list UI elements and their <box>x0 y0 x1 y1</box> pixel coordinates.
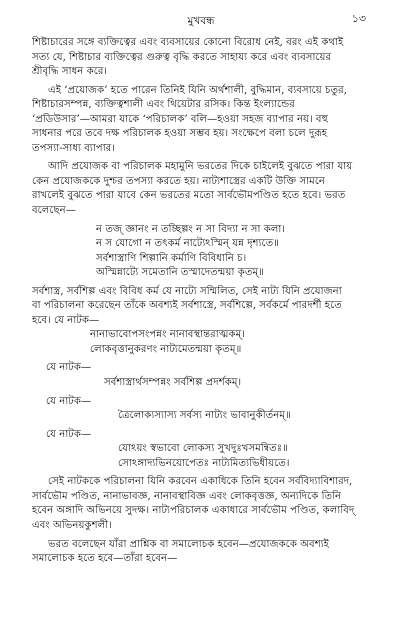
body-line: সত্য যে, শিষ্টাচার ব্যক্তিত্বের গুরুত্ব বৃদ্ধি করতে সাহায্য করে এবং ব্যবসায়ের <box>32 51 332 63</box>
verse-intro-label: যে নাটক— <box>46 362 92 374</box>
body-line: সেই নাটককে পরিচালনা যিনি করবেন একাধিকে তিনি হবেন সর্ববিদ্যাবিশারদ, <box>48 476 353 488</box>
body-line: সমালোচক হতে হবে—তাঁরা হবেন— <box>32 553 178 565</box>
running-title: মুখবন্ধ <box>187 15 215 27</box>
body-line: হবেন অঙ্গাদি অভিনয়ে সুদক্ষ। নাট্যপরিচালক একাধারে সার্বভৌম পণ্ডিত, কলাবিদ্ <box>32 505 355 517</box>
verse-intro-label: যে নাটক— <box>46 395 92 407</box>
page-header <box>32 10 370 36</box>
body-line: শ্রীবৃদ্ধি সাধন করে। <box>32 66 108 78</box>
sanskrit-verse-line: ন স যোগো ন তৎকর্ম নাট্যেঽস্মিন্ যন্ন দৃশ্যতে॥ <box>96 238 280 250</box>
sanskrit-verse-line: নানাভাবোপসংপন্নং নানাবস্থান্তরাত্মকম্। <box>90 329 245 341</box>
sanskrit-verse-line: যোঽয়ং স্বভাবো লোকস্য সুখদুঃখসমন্বিতঃ॥ <box>118 443 288 455</box>
book-page <box>0 10 400 631</box>
body-line: শিষ্টাচারসম্পন্ন, ব্যক্তিত্বশালী এবং থিয়েটার রসিক। কিন্ত ইংল্যান্ডের <box>32 99 295 111</box>
body-line: বা পরিচালনা করেছেন তাঁকে অবশ্যই সর্বশাস্ত্রে, সর্বশিল্পে, সর্বকর্মে পারদর্শী হতে <box>32 300 342 312</box>
sanskrit-verse-line: ন তজ্ জ্ঞানং ন তচ্ছিল্পং ন সা বিদ্যা ন সা কলা। <box>96 223 286 235</box>
body-line: হবে। যে নাটক— <box>32 314 100 326</box>
body-line: তপস্যা-সাধ্য ব্যাপার। <box>32 142 115 154</box>
body-line: সর্বশাস্ত্র, সর্বশিল্প এবং বিবিধ কর্ম যে নাট্যে সম্মিলিত, সেই নাট্য যিনি প্রযোজনা <box>32 285 342 297</box>
body-line: কেন প্রযোজককে দুশ্চর তপস্যা করতে হয়। নাট্যশাস্ত্রের একটি উক্তি সামনে <box>32 175 325 187</box>
body-line: সাধনার পরে তবে দক্ষ পরিচালক হওয়া সম্ভব হয়। সংক্ষেপে বলা চলে দুরূহ <box>32 128 328 140</box>
body-line: এই ‘প্রযোজক’ হতে পারেন তিনিই যিনি অর্থশালী, বুদ্ধিমান, ব্যবসায়ে চতুর, <box>48 84 347 96</box>
page-number: ১৩ <box>351 12 366 25</box>
sanskrit-verse-line: সোঽঙ্গাদ্যভিনয়োপেতঃ নাট্যমিত্যভিধীয়তে। <box>118 457 290 469</box>
body-line: আদি প্রযোজক বা পরিচালক মহামুনি ভরতের দিকে চাইলেই বুঝতে পারা যায় <box>48 161 353 173</box>
verse-intro-label: যে নাটক— <box>46 428 92 440</box>
sanskrit-verse-line: লোকবৃত্তানুকরণং নাট্যমেতন্ময়া কৃতম্॥ <box>90 343 242 355</box>
sanskrit-verse-line: সর্বশাস্ত্রার্থসম্পন্নং সর্বশিল্প প্রদর্শকম্। <box>104 377 242 389</box>
body-line: রাখলেই বুঝতে পারা যাবে কেন ভরতের মতো সার্বভৌমপণ্ডিত হতে হবে। ভরত <box>32 190 346 202</box>
sanskrit-verse-line: অস্মিন্নাট্যে সমেতানি তস্মাদেতন্ময়া কৃতম্॥ <box>96 267 264 279</box>
body-line: বলেছেন— <box>32 205 76 217</box>
body-line: ‘প্রডিউসার’—আমরা যাকে ‘পরিচালক’ বলি—হওয়া সহজ ব্যাপার নয়। বহু <box>32 113 329 125</box>
body-line: সার্বভৌম পণ্ডিত, নানাভাবজ্ঞ, নানাবস্থাবিজ্ঞ এবং লোকবৃত্তজ্ঞ, অন্যদিকে তিনি <box>32 490 342 502</box>
sanskrit-verse-line: সর্বশাস্ত্রাণি শিল্পানি কর্মাণি বিবিধানি চ। <box>96 252 247 264</box>
body-line: এবং অভিনয়কুশলী। <box>32 519 112 531</box>
body-line: শিষ্টাচারের সঙ্গে ব্যক্তিত্বের এবং ব্যবসায়ের কোনো বিরোধ নেই, বরং এই কথাই <box>32 37 344 48</box>
sanskrit-verse-line: ত্রৈলোক্যস্যাস্য সর্বস্য নাট্যং ভাবানুকীর্তনম্॥ <box>118 410 291 422</box>
body-line: ভরত বলেছেন যাঁরা প্রাশ্নিক বা সমালোচক হবেন—প্রযোজককে অবশ্যই <box>48 538 329 550</box>
